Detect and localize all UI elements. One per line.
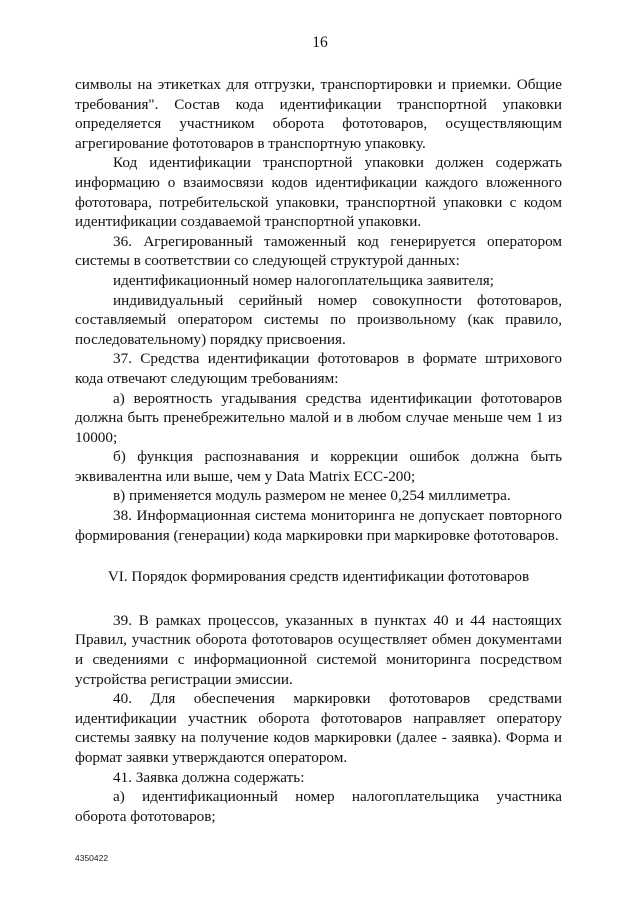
paragraph: а) вероятность угадывания средства идентификации фототоваров должна быть пренебрежительно малой и в любом случае меньше чем 1 из 10000; bbox=[75, 389, 562, 446]
paragraph: 38. Информационная система мониторинга не допускает повторного формирования (генерации) кода маркировки при маркировке фототоваров. bbox=[75, 507, 562, 544]
paragraph: в) применяется модуль размером не менее 0,254 миллиметра. bbox=[113, 487, 511, 505]
paragraph: б) функция распознавания и коррекции ошибок должна быть эквивалентна или выше, чем у Data Matrix ЕСС-200; bbox=[75, 448, 562, 485]
paragraph: идентификационный номер налогоплательщика заявителя; bbox=[113, 271, 495, 289]
paragraph: 40. Для обеспечения маркировки фототоваров средствами идентификации участник оборота фототоваров направляет оператору системы заявку на получение кодов маркировки (далее - заявка). Форма и формат заявки утверждаются оператором. bbox=[75, 690, 562, 766]
page-number: 16 bbox=[312, 34, 328, 51]
document-code: 4350422 bbox=[75, 853, 109, 863]
paragraph: 36. Агрегированный таможенный код генерируется оператором системы в соответствии со следующей структурой данных: bbox=[75, 232, 562, 270]
document-body bbox=[75, 75, 562, 826]
paragraph: символы на этикетках для отгрузки, транспортировки и приемки. Общие требования". Состав кода идентификации транспортной упаковки определяется участником оборота фототоваров, осуществляющим агрегирование фототоваров в транспортную упаковку. bbox=[75, 76, 562, 152]
section-heading: VI. Порядок формирования средств идентификации фототоваров bbox=[107, 568, 530, 586]
paragraph: индивидуальный серийный номер совокупности фототоваров, составляемый оператором системы по произвольному (как правило, последовательному) порядку присвоения. bbox=[75, 291, 562, 348]
paragraph: а) идентификационный номер налогоплательщика участника оборота фототоваров; bbox=[75, 788, 562, 825]
paragraph: 39. В рамках процессов, указанных в пунктах 40 и 44 настоящих Правил, участник оборота фототоваров осуществляет обмен документами и сведениями с информационной системой мониторинга посредством устройства регистрации эмиссии. bbox=[75, 611, 562, 688]
paragraph: Код идентификации транспортной упаковки должен содержать информацию о взаимосвязи кодов идентификации каждого вложенного фототовара, потребительской упаковки, транспортной упаковки с кодом идентификации создаваемой транспортной упаковки. bbox=[75, 154, 562, 231]
paragraph: 37. Средства идентификации фототоваров в формате штрихового кода отвечают следующим требованиям: bbox=[75, 350, 562, 387]
paragraph: 41. Заявка должна содержать: bbox=[113, 768, 305, 786]
